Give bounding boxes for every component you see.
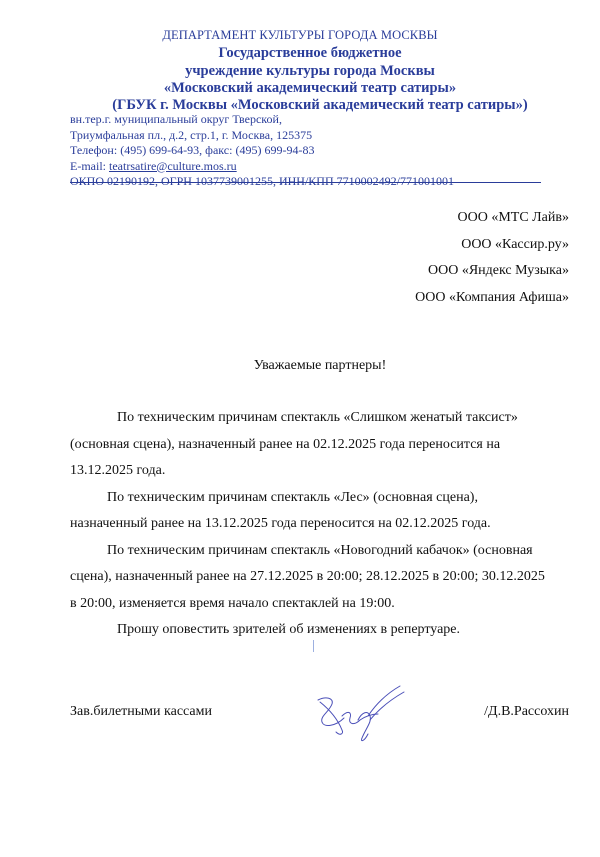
phone-line: Телефон: (495) 699-64-93, факс: (495) 699-94-83 [70,143,315,157]
signatory-title: Зав.билетными кассами [70,704,212,719]
recipient-item: ООО «МТС Лайв» [457,210,569,225]
recipients-list [415,205,569,312]
body-paragraph: По техническим причинам спектакль «Новогодний кабачок» (основная сцена), назначенный ранее на 27.12.2025 в 20:00; 28.12.2025 в 20:00; 30.12.2025 в 20:00, изменяется время начало спектаклей на 19:00. [70,542,545,611]
address-line-2: Триумфальная пл., д.2, стр.1, г. Москва, 125375 [70,127,313,142]
greeting: Уважаемые партнеры! [253,358,387,373]
contact-block [70,112,550,190]
registry-line: ОКПО 02190192, ОГРН 1037739001255, ИНН/КПП 7710002492/771001001 [70,174,454,188]
email-line [70,159,550,175]
recipient-item: ООО «Кассир.ру» [461,236,569,252]
org-name-line-1: Государственное бюджетное [218,45,402,61]
email-label: E-mail: [70,158,109,173]
department-name: ДЕПАРТАМЕНТ КУЛЬТУРЫ ГОРОДА МОСКВЫ [162,28,438,42]
signatory-name: /Д.В.Рассохин [484,704,569,719]
header-divider [70,182,541,183]
recipient-item: ООО «Яндекс Музыка» [427,263,569,279]
org-name-line-3: «Московский академический театр сатиры» [163,80,457,96]
recipient-item: ООО «Компания Афиша» [415,290,569,306]
body-paragraph: Прошу оповестить зрителей об изменениях в репертуаре. [117,622,461,637]
email-link[interactable]: teatrsatire@culture.mos.ru [109,158,237,173]
letter-body [70,405,550,644]
address-line-1: вн.тер.г. муниципальный округ Тверской, [70,112,282,126]
handwritten-signature-icon [312,680,412,744]
ink-mark [312,640,315,652]
org-name-line-2: учреждение культуры города Москвы [185,63,435,79]
body-paragraph: По техническим причинам спектакль «Слишком женатый таксист» (основная сцена), назначенный ранее на 02.12.2025 года переносится на 13.12.2025 года. [70,410,518,478]
body-paragraph: По техническим причинам спектакль «Лес» (основная сцена), назначенный ранее на 13.12.2025 года переносится на 02.12.2025 года. [70,489,491,531]
org-name-line-4: (ГБУК г. Москвы «Московский академический театр сатиры») [112,97,528,113]
